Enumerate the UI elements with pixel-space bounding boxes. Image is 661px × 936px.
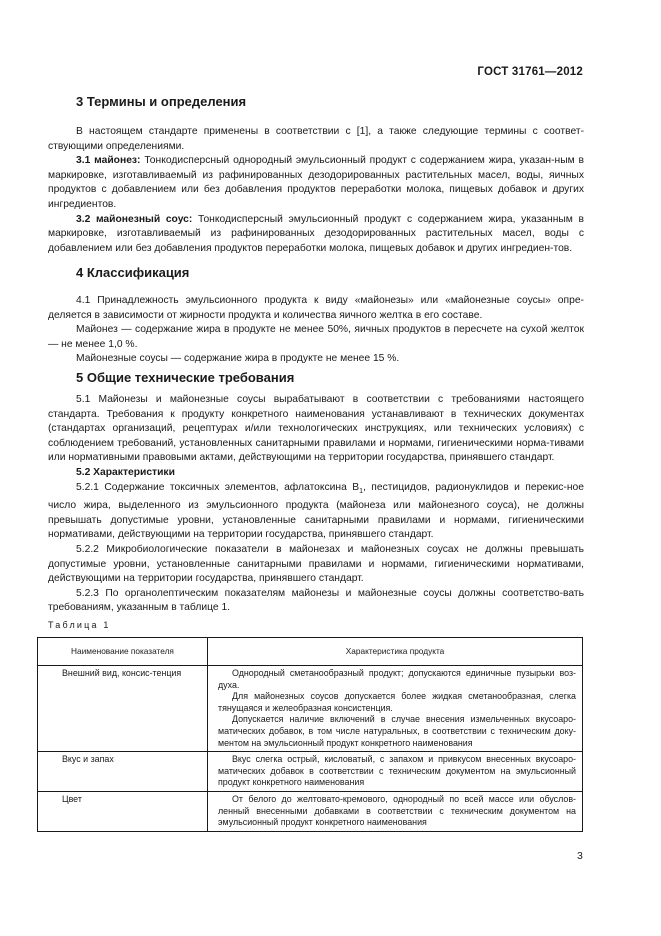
term-mayonnaise: 3.1 майонез: (76, 155, 141, 167)
definition-mayo-sauce (48, 213, 584, 257)
page-number: 3 (577, 850, 583, 862)
standard-number: ГОСТ 31761—2012 (477, 66, 583, 78)
definition-text: Тонкодисперсный однородный эмульсионный продукт с содержанием жира, указан-ным в маркировке, изготавливаемый из рафинированных дезодорированных растительных масел, воды, яичных продуктов с добавлением или без добавления продуктов переработки молока, пищевых добавок и других ингредиентов. (48, 155, 585, 210)
table-header-row (38, 638, 583, 666)
column-header: Характеристика продукта (208, 638, 583, 666)
section-5-heading: 5 Общие технические требования (76, 370, 295, 385)
table-row (38, 666, 583, 752)
description-cell: Вкус слегка острый, кисловатый, с запахом и привкусом внесенных вкусоаро-матических добавок в соответствии с техническим документом на эмульсионный продукт конкретного наименования (208, 752, 583, 792)
column-header: Наименование показателя (38, 638, 208, 666)
description-cell: Однородный сметанообразный продукт; допускаются единичные пузырьки воз-духа. Для майонезных соусов допускается более жидкая сметанообразная, слегка тянущаяся и желеобразная консистенция. Допускается наличие включений в случае внесения измельченных вкусоаро-матических добавок, в том числе натуральных, в соответствии с техническим доку-ментом на эмульсионный продукт конкретного наименования (208, 666, 583, 752)
s4-p1: 4.1 Принадлежность эмульсионного продукта к виду «майонезы» или «майонезные соусы» опре-деляется в зависимости от жирности продукта и количества яичного желтка в его составе. (48, 295, 584, 321)
s4-p3: Майонезные соусы — содержание жира в продукте не менее 15 %. (76, 353, 400, 365)
table-label: Таблица 1 (48, 620, 111, 630)
indicator-cell: Внешний вид, консис-тенция (38, 666, 208, 752)
indicator-cell: Цвет (38, 791, 208, 831)
section-3-heading: 3 Термины и определения (76, 94, 247, 109)
subsection-heading: 5.2 Характеристики (76, 466, 175, 478)
s5-p3: 5.2.2 Микробиологические показатели в майонезах и майонезных соусах не должны превышать допустимые уровни, установленные санитарными правилами и нормами, гигиеническими нормативами, действующими на территории государства, принявшего стандарт. (48, 543, 584, 585)
indicator-cell: Вкус и запах (38, 752, 208, 792)
table-row (38, 752, 583, 792)
section-4-heading: 4 Классификация (76, 265, 190, 280)
table-row (38, 791, 583, 831)
paragraph (48, 294, 584, 367)
s3-intro: В настоящем стандарте применены в соответствии с [1], а также следующие термины с соответ-ствующими определениями. (48, 126, 584, 152)
description-cell: От белого до желтовато-кремового, однородный по всей массе или обуслов-ленный внесенными добавками в соответствии с техническим документом на эмульсионный продукт конкретного наименования (208, 791, 583, 831)
subscript: 1 (359, 487, 364, 495)
s5-p1: 5.1 Майонезы и майонезные соусы вырабатывают в соответствии с требованиями настоящего стандарта. Требования к продукту конкретного наименования устанавливают в технических документах (стандартах организаций, рецептурах и/или технологических инструкциях, или технических условиях) с соблюдением требований, установленных санитарными правилами и нормами, гигиеническими норма-тивами или нормативными правовыми актами, действующими на территории государства, принявшего стандарт. (48, 394, 584, 464)
s5-p4: 5.2.3 По органолептическим показателям майонезы и майонезные соусы должны соответство-вать требованиям, указанным в таблице 1. (48, 587, 584, 614)
term-mayo-sauce: 3.2 майонезный соус: (76, 213, 193, 225)
definition-text: Тонкодисперсный эмульсионный продукт с содержанием жира, указанным в маркировке, изготавливаемый из рафинированных дезодорированных растительных масел, воды с добавлением или без добавления продуктов переработки молока, пищевых добавок и других ингредиен-тов. (48, 213, 584, 254)
s4-p2: Майонез — содержание жира в продукте не менее 50%, яичных продуктов в пересчете на сухой желток — не менее 1,0 %. (48, 324, 584, 350)
paragraph (48, 125, 584, 256)
paragraph (48, 393, 584, 616)
organoleptic-table (37, 637, 583, 832)
s5-p2: 5.2.1 Содержание токсичных элементов, афлатоксина $B_1$, пестицидов, радионуклидов и перекис-ное число жира, выделенного из эмульсионного продукта (майонеза или майонезного соуса), не должны превышать допустимые уровни, установленные санитарными правилами и нормами, гигиеническими нормативами, действующими на территории государства, принявшего стандарт. (48, 481, 584, 541)
definition-mayonnaise (48, 154, 584, 212)
